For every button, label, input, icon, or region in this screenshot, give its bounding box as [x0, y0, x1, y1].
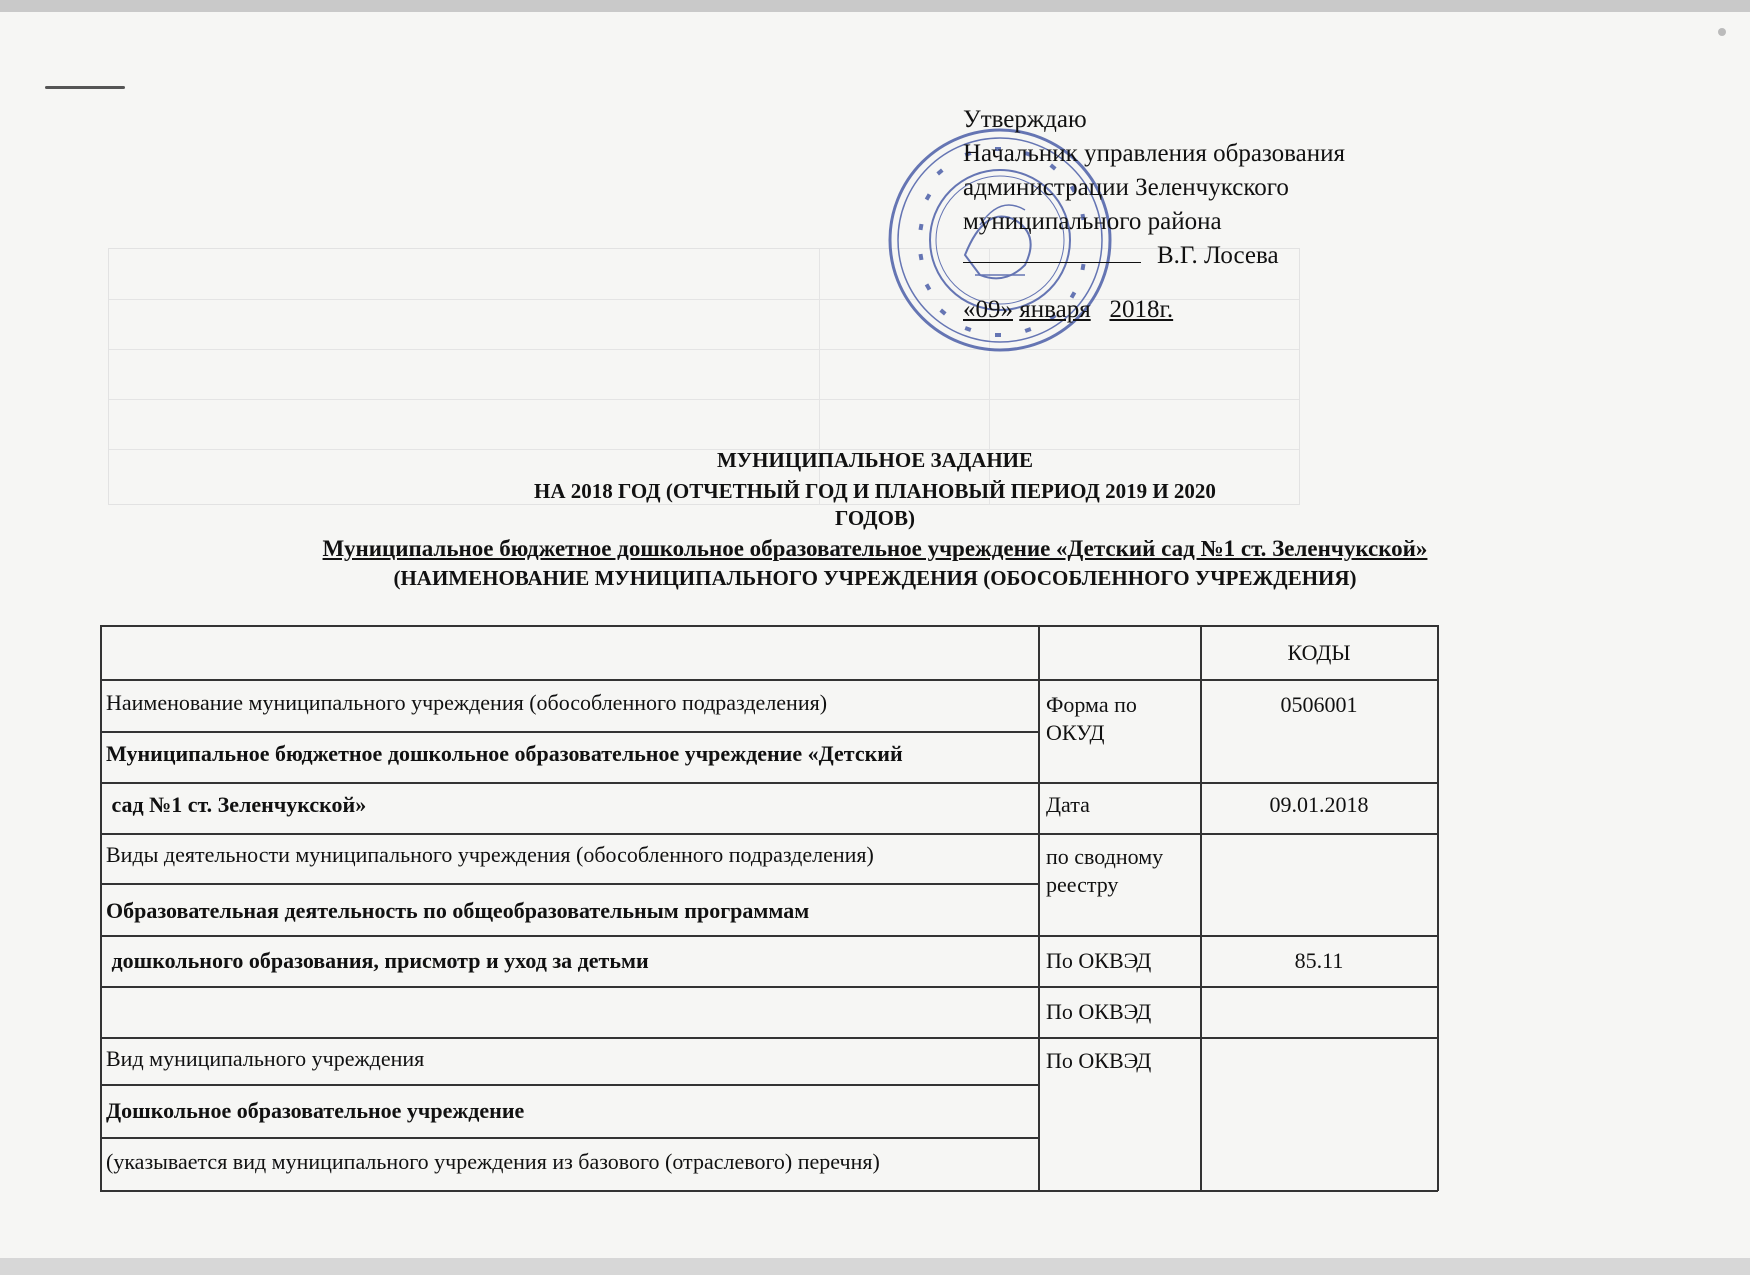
type-note: (указывается вид муниципального учреждения из базового (отраслевого) перечня) [106, 1149, 880, 1174]
approval-date [963, 293, 1345, 327]
approval-block [963, 103, 1345, 327]
signature-row [963, 239, 1345, 273]
activity-value-line-1: Образовательная деятельность по общеобразовательным программам [106, 898, 810, 923]
name-value-line-1: Муниципальное бюджетное дошкольное образовательное учреждение «Детский [106, 741, 903, 766]
approval-line-3: администрации Зеленчукского [963, 174, 1289, 201]
name-value-line-2: сад №1 ст. Зеленчукской» [106, 792, 367, 817]
scan-edge-top [0, 0, 1750, 12]
scan-speck [1718, 28, 1726, 36]
okved-label-2: По ОКВЭД [1046, 999, 1152, 1024]
codes-table [100, 625, 1438, 1191]
activity-label: Виды деятельности муниципального учреждения (обособленного подразделения) [106, 842, 874, 867]
institution-name: Муниципальное бюджетное дошкольное образовательное учреждение «Детский сад №1 ст. Зеленчукской» [322, 536, 1428, 561]
date-label: Дата [1046, 792, 1090, 817]
signature-line [963, 240, 1141, 263]
okved-label-3: По ОКВЭД [1046, 1048, 1152, 1073]
doc-title-line-3: ГОДОВ) [835, 506, 915, 530]
form-okud-code: 0506001 [1280, 692, 1358, 717]
institution-note: (НАИМЕНОВАНИЕ МУНИЦИПАЛЬНОГО УЧРЕЖДЕНИЯ (ОБОСОБЛЕННОГО УЧРЕЖДЕНИЯ) [393, 566, 1357, 590]
type-value: Дошкольное образовательное учреждение [106, 1098, 525, 1123]
scan-edge-bottom [0, 1258, 1750, 1275]
approval-line-2: Начальник управления образования [963, 140, 1345, 167]
date-value: 09.01.2018 [1269, 792, 1369, 817]
name-label: Наименование муниципального учреждения (обособленного подразделения) [106, 690, 828, 715]
type-label: Вид муниципального учреждения [106, 1046, 425, 1071]
okved-label-1: По ОКВЭД [1046, 948, 1152, 973]
okved-code-1: 85.11 [1294, 948, 1344, 973]
approval-date-day: «09» [963, 296, 1013, 323]
doc-title-line-2: НА 2018 ГОД (ОТЧЕТНЫЙ ГОД И ПЛАНОВЫЙ ПЕРИОД 2019 И 2020 [534, 479, 1216, 503]
form-okud-label: Форма по ОКУД [1046, 692, 1137, 745]
doc-title-line-1: МУНИЦИПАЛЬНОЕ ЗАДАНИЕ [716, 448, 1034, 472]
pen-mark [45, 86, 125, 89]
signer-name: В.Г. Лосева [1157, 242, 1279, 269]
codes-header: КОДЫ [1287, 640, 1351, 665]
activity-value-line-2: дошкольного образования, присмотр и уход за детьми [106, 948, 649, 973]
approval-line-4: муниципального района [963, 208, 1222, 235]
approval-date-year: 2018г. [1109, 296, 1174, 323]
approval-date-month: января [1019, 296, 1091, 323]
approval-line-1: Утверждаю [963, 106, 1087, 133]
registry-label: по сводному реестру [1046, 844, 1164, 897]
